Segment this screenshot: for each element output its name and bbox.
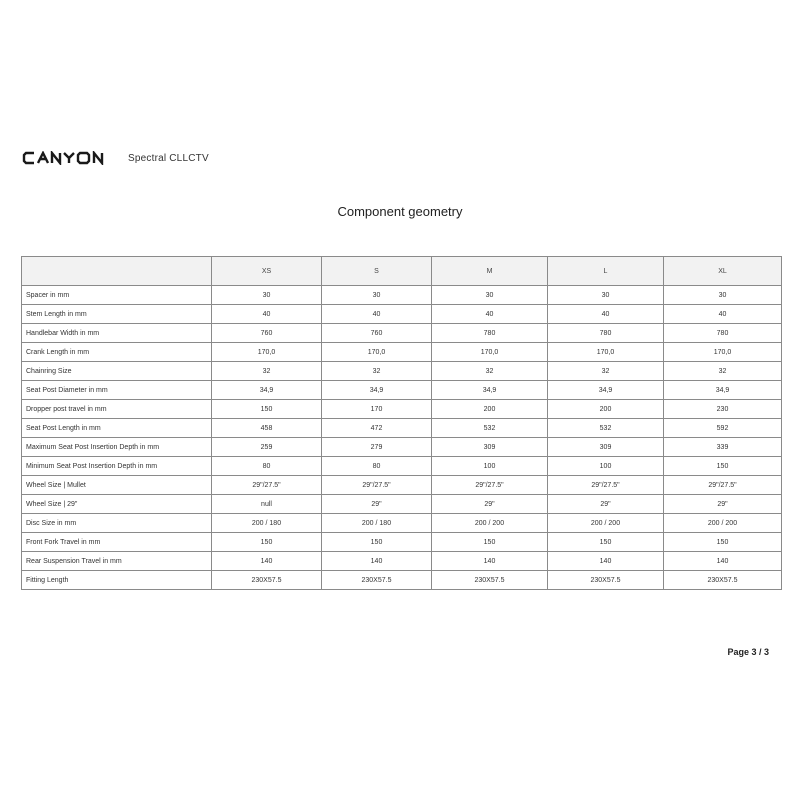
table-cell: 29"/27.5": [212, 476, 322, 495]
table-cell: 30: [664, 286, 782, 305]
table-cell: 780: [432, 324, 548, 343]
table-row: [22, 495, 782, 514]
table-cell: 200 / 180: [322, 514, 432, 533]
table-cell: 170,0: [212, 343, 322, 362]
table-cell: 29"/27.5": [548, 476, 664, 495]
table-cell: 29": [432, 495, 548, 514]
table-cell: 339: [664, 438, 782, 457]
size-header-m: M: [432, 257, 548, 286]
table-cell: 200: [548, 400, 664, 419]
table-cell: 140: [548, 552, 664, 571]
size-header-xl: XL: [664, 257, 782, 286]
row-label: Front Fork Travel in mm: [22, 533, 212, 552]
table-cell: 150: [548, 533, 664, 552]
table-cell: 458: [212, 419, 322, 438]
table-row: [22, 438, 782, 457]
table-cell: 150: [664, 533, 782, 552]
table-cell: 780: [548, 324, 664, 343]
table-cell: 200 / 200: [664, 514, 782, 533]
table-cell: 170: [322, 400, 432, 419]
table-cell: 170,0: [664, 343, 782, 362]
table-cell: 230X57.5: [548, 571, 664, 590]
row-label: Chainring Size: [22, 362, 212, 381]
table-row: [22, 533, 782, 552]
model-name: Spectral CLLCTV: [128, 152, 209, 164]
table-cell: 230X57.5: [212, 571, 322, 590]
table-cell: 29"/27.5": [322, 476, 432, 495]
table-cell: 34,9: [548, 381, 664, 400]
row-label: Maximum Seat Post Insertion Depth in mm: [22, 438, 212, 457]
row-label: Stem Length in mm: [22, 305, 212, 324]
row-label: Rear Suspension Travel in mm: [22, 552, 212, 571]
table-cell: 30: [548, 286, 664, 305]
table-cell: 532: [548, 419, 664, 438]
table-cell: 279: [322, 438, 432, 457]
table-cell: 40: [664, 305, 782, 324]
table-cell: 140: [664, 552, 782, 571]
size-header-s: S: [322, 257, 432, 286]
row-label: Disc Size in mm: [22, 514, 212, 533]
table-cell: 592: [664, 419, 782, 438]
canyon-logo: [22, 151, 110, 165]
table-row: [22, 571, 782, 590]
table-row: [22, 552, 782, 571]
table-row: [22, 381, 782, 400]
table-cell: 200 / 200: [432, 514, 548, 533]
table-cell: 32: [664, 362, 782, 381]
table-cell: 140: [322, 552, 432, 571]
table-cell: 80: [322, 457, 432, 476]
table-row: [22, 286, 782, 305]
table-cell: 100: [432, 457, 548, 476]
table-cell: 32: [432, 362, 548, 381]
row-label: Seat Post Diameter in mm: [22, 381, 212, 400]
table-cell: 34,9: [322, 381, 432, 400]
table-cell: 34,9: [432, 381, 548, 400]
row-label: Wheel Size | 29": [22, 495, 212, 514]
table-cell: 30: [212, 286, 322, 305]
table-cell: 29": [322, 495, 432, 514]
table-row: [22, 419, 782, 438]
row-label: Seat Post Length in mm: [22, 419, 212, 438]
table-cell: 34,9: [212, 381, 322, 400]
table-cell: 200 / 200: [548, 514, 664, 533]
table-cell: 40: [212, 305, 322, 324]
table-header-row: [22, 257, 782, 286]
row-label: Handlebar Width in mm: [22, 324, 212, 343]
table-row: [22, 362, 782, 381]
row-label: Fitting Length: [22, 571, 212, 590]
table-cell: 230: [664, 400, 782, 419]
canyon-logo-mark: [22, 151, 110, 165]
table-cell: 200: [432, 400, 548, 419]
table-cell: 40: [432, 305, 548, 324]
geometry-table: [21, 256, 782, 590]
row-label: Minimum Seat Post Insertion Depth in mm: [22, 457, 212, 476]
table-body: [22, 286, 782, 590]
table-cell: 29": [664, 495, 782, 514]
table-cell: 140: [212, 552, 322, 571]
table-cell: 760: [212, 324, 322, 343]
header-corner-cell: [22, 257, 212, 286]
table-cell: 30: [432, 286, 548, 305]
table-cell: 40: [322, 305, 432, 324]
table-cell: 34,9: [664, 381, 782, 400]
table-row: [22, 514, 782, 533]
table-cell: 472: [322, 419, 432, 438]
table-cell: 150: [432, 533, 548, 552]
table-cell: 230X57.5: [432, 571, 548, 590]
table-row: [22, 400, 782, 419]
table-cell: 170,0: [432, 343, 548, 362]
table-cell: 200 / 180: [212, 514, 322, 533]
table-cell: 29"/27.5": [432, 476, 548, 495]
table-cell: 80: [212, 457, 322, 476]
row-label: Spacer in mm: [22, 286, 212, 305]
row-label: Wheel Size | Mullet: [22, 476, 212, 495]
table-row: [22, 305, 782, 324]
size-header-l: L: [548, 257, 664, 286]
table-cell: 150: [664, 457, 782, 476]
table-cell: 32: [322, 362, 432, 381]
table-cell: 100: [548, 457, 664, 476]
table-cell: 32: [548, 362, 664, 381]
table-cell: 259: [212, 438, 322, 457]
table-cell: 140: [432, 552, 548, 571]
table-cell: 532: [432, 419, 548, 438]
table-cell: 29"/27.5": [664, 476, 782, 495]
table-row: [22, 457, 782, 476]
table-cell: 30: [322, 286, 432, 305]
page-title: Component geometry: [337, 204, 463, 219]
table-cell: 29": [548, 495, 664, 514]
table-cell: null: [212, 495, 322, 514]
table-cell: 40: [548, 305, 664, 324]
table-cell: 32: [212, 362, 322, 381]
document-header: [22, 146, 209, 170]
table-cell: 230X57.5: [664, 571, 782, 590]
table-row: [22, 324, 782, 343]
page-number: Page 3 / 3: [727, 647, 769, 657]
size-header-xs: XS: [212, 257, 322, 286]
table-cell: 309: [548, 438, 664, 457]
table-cell: 309: [432, 438, 548, 457]
table-cell: 760: [322, 324, 432, 343]
table-cell: 780: [664, 324, 782, 343]
row-label: Dropper post travel in mm: [22, 400, 212, 419]
table-cell: 150: [322, 533, 432, 552]
table-row: [22, 476, 782, 495]
row-label: Crank Length in mm: [22, 343, 212, 362]
table-cell: 150: [212, 533, 322, 552]
table-cell: 150: [212, 400, 322, 419]
table-cell: 170,0: [322, 343, 432, 362]
table-cell: 170,0: [548, 343, 664, 362]
table-row: [22, 343, 782, 362]
table-cell: 230X57.5: [322, 571, 432, 590]
